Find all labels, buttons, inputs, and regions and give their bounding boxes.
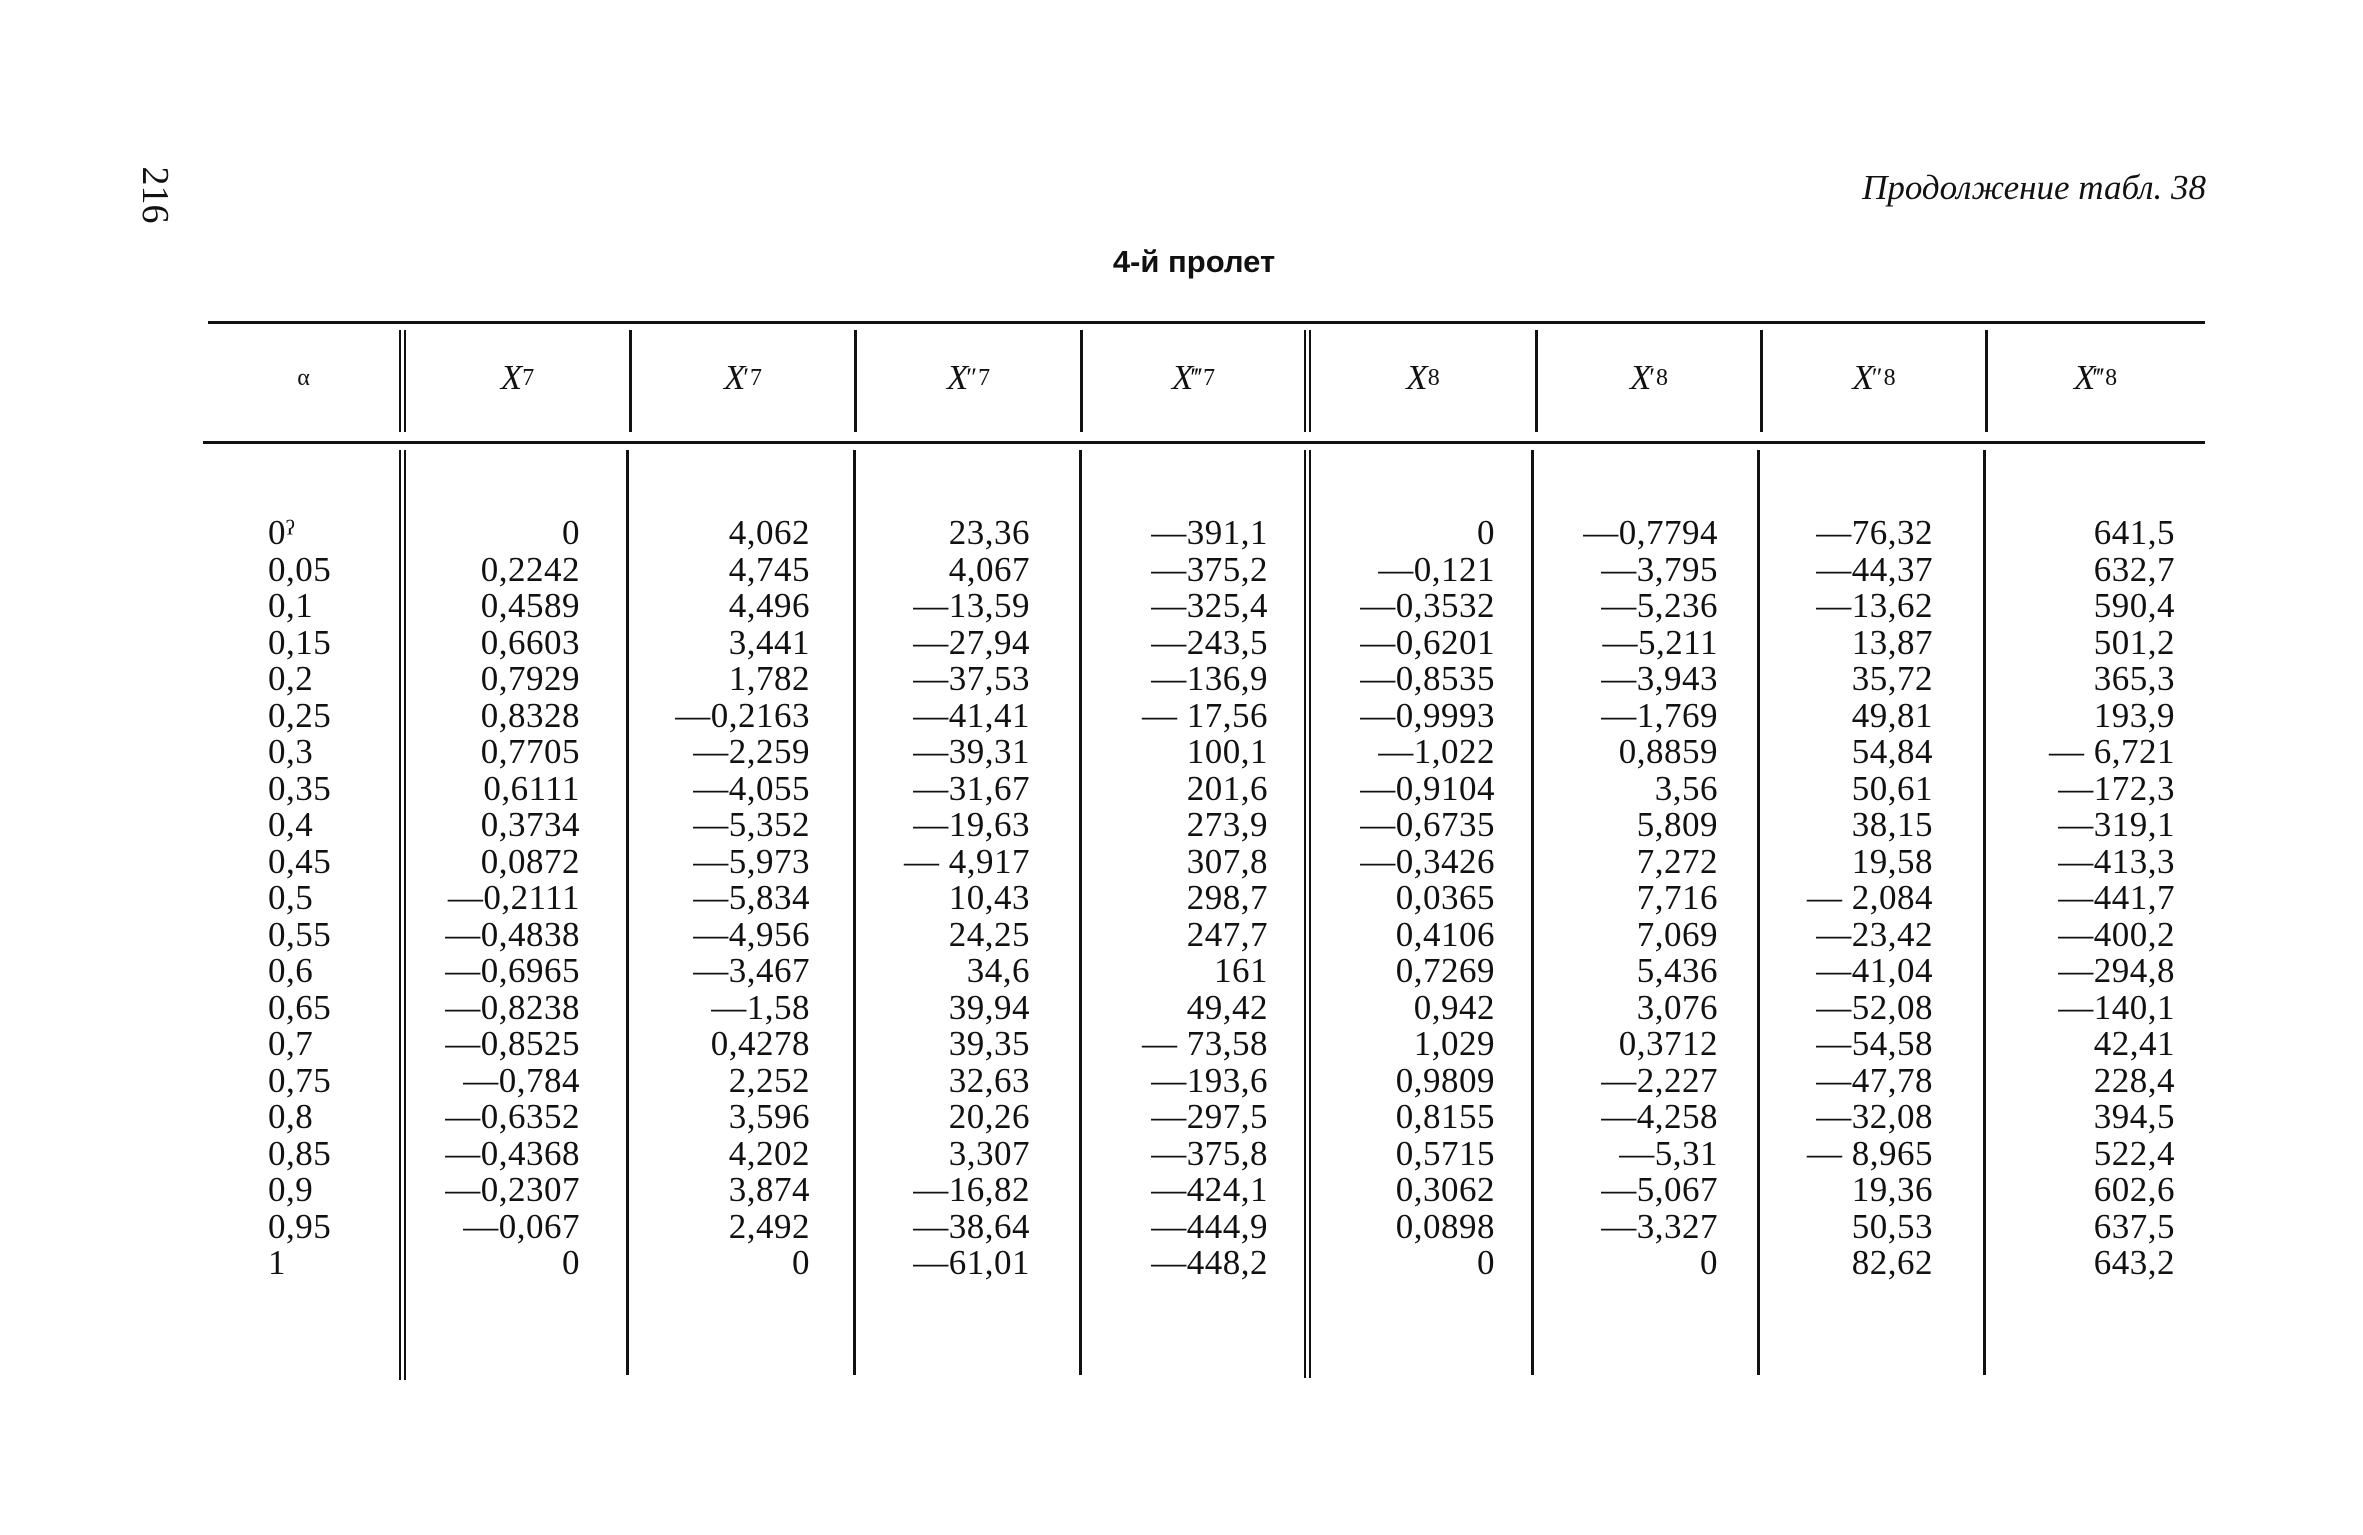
table-cell: —0,6201 — [1360, 622, 1495, 662]
column-alpha — [268, 515, 331, 1282]
column-divider — [1079, 450, 1082, 1375]
table-cell: 4,062 — [728, 513, 810, 552]
table-cell: —38,64 — [913, 1206, 1030, 1246]
table-cell: 24,25 — [948, 914, 1030, 954]
table-cell: —1,769 — [1601, 695, 1718, 735]
table-cell: 50,53 — [1851, 1206, 1933, 1246]
table-cell: 0,1 — [268, 586, 314, 625]
table-cell: 1,029 — [1413, 1024, 1495, 1063]
table-cell: 32,63 — [948, 1060, 1030, 1100]
table-cell: 298,7 — [1186, 878, 1268, 917]
table-cell: 0,7705 — [480, 732, 580, 771]
column-x7-prime — [655, 515, 810, 1282]
table-cell: 4,745 — [728, 549, 810, 589]
table-cell: 0,4278 — [710, 1024, 810, 1063]
column-divider — [626, 450, 629, 1375]
table-cell: —13,62 — [1816, 586, 1933, 625]
table-cell: 0,7929 — [480, 659, 580, 698]
table-cell: 637,5 — [2093, 1206, 2175, 1246]
column-x7-double-prime — [880, 515, 1030, 1282]
table-cell: 193,9 — [2093, 695, 2175, 735]
double-divider — [1304, 450, 1311, 1378]
table-cell: 0,3 — [268, 732, 314, 771]
table-cell: 0 — [1700, 1243, 1718, 1282]
table-cell: 632,7 — [2093, 549, 2175, 589]
table-cell: 602,6 — [2093, 1170, 2175, 1209]
double-divider — [399, 330, 406, 432]
table-cell: — 2,084 — [1807, 878, 1933, 917]
table-cell: 0,6 — [268, 951, 314, 990]
table-cell: —0,9993 — [1360, 695, 1495, 735]
table-cell: 0,0872 — [480, 841, 580, 881]
table-cell: 39,94 — [948, 987, 1030, 1027]
table-cell: 0,7269 — [1395, 951, 1495, 990]
table-cell: —0,3426 — [1360, 841, 1495, 881]
header-x8-double-prime: X ″ 8 — [1852, 358, 1896, 397]
table-cell: 307,8 — [1186, 841, 1268, 881]
table-cell: 2,492 — [728, 1206, 810, 1246]
table-cell: 0,25 — [268, 695, 332, 735]
table-cell: —0,067 — [463, 1206, 580, 1246]
table-cell: —3,795 — [1601, 549, 1718, 589]
column-divider — [1757, 450, 1760, 1375]
table-cell: 643,2 — [2093, 1243, 2175, 1282]
table-cell: 42,41 — [2093, 1024, 2175, 1063]
table-cell: —424,1 — [1151, 1170, 1268, 1209]
table-cell: —2,259 — [693, 732, 810, 771]
table-cell: —5,973 — [693, 841, 810, 881]
table-cell: 3,307 — [948, 1133, 1030, 1173]
column-divider — [1983, 450, 1986, 1375]
table-cell: —13,59 — [913, 586, 1030, 625]
table-cell: 0 — [792, 1243, 810, 1282]
table-cell: 100,1 — [1186, 732, 1268, 771]
table-cell: 3,56 — [1654, 768, 1718, 808]
table-cell: —0,6965 — [445, 951, 580, 990]
table-cell: —294,8 — [2058, 951, 2175, 990]
table-cell: —61,01 — [913, 1243, 1030, 1282]
table-cell: — 17,56 — [1142, 695, 1268, 735]
table-cell: 2,252 — [728, 1060, 810, 1100]
table-cell: —444,9 — [1151, 1206, 1268, 1246]
table-cell: 0,9 — [268, 1170, 314, 1209]
table-cell: —0,9104 — [1360, 768, 1495, 808]
table-cell: —193,6 — [1151, 1060, 1268, 1100]
table-cell: 7,272 — [1636, 841, 1718, 881]
table-cell: 0,3062 — [1395, 1170, 1495, 1209]
table-cell: 0,65 — [268, 987, 332, 1027]
table-cell: —0,8238 — [445, 987, 580, 1027]
table-cell: 0,2 — [268, 659, 314, 698]
table-cell: 0,15 — [268, 622, 332, 662]
table-cell: —32,08 — [1816, 1097, 1933, 1136]
table-cell: —140,1 — [2058, 987, 2175, 1027]
table-cell: —2,227 — [1601, 1060, 1718, 1100]
table-cell: — 73,58 — [1142, 1024, 1268, 1063]
table-cell: —41,41 — [913, 695, 1030, 735]
double-divider — [1304, 330, 1311, 432]
page-number: 216 — [134, 166, 176, 224]
table-cell: 0,0365 — [1395, 878, 1495, 917]
header-x7-prime: X ′ 7 — [723, 358, 763, 397]
table-cell: —243,5 — [1151, 622, 1268, 662]
table-cell: —19,63 — [913, 805, 1030, 844]
table-cell: 39,35 — [948, 1024, 1030, 1063]
table-cell: 7,716 — [1636, 878, 1718, 917]
table-cell: 590,4 — [2093, 586, 2175, 625]
table-cell: 35,72 — [1851, 659, 1933, 698]
table-cell: 0 — [1477, 513, 1495, 552]
table-cell: —0,2163 — [675, 695, 810, 735]
table-cell: 0,8328 — [480, 695, 580, 735]
table-cell: —136,9 — [1151, 659, 1268, 698]
table-cell: —52,08 — [1816, 987, 1933, 1027]
table-cell: 522,4 — [2093, 1133, 2175, 1173]
table-cell: 82,62 — [1851, 1243, 1933, 1282]
table-cell: — 6,721 — [2049, 732, 2175, 771]
table-cell: —1,022 — [1378, 732, 1495, 771]
table-cell: —37,53 — [913, 659, 1030, 698]
header-x7-double-prime: X ″ 7 — [946, 358, 991, 397]
table-cell: 0,8155 — [1395, 1097, 1495, 1136]
table-cell: —325,4 — [1151, 586, 1268, 625]
table-cell: —0,4368 — [445, 1133, 580, 1173]
table-cell: —47,78 — [1816, 1060, 1933, 1100]
table-cell: 4,202 — [728, 1133, 810, 1173]
table-cell: 19,36 — [1851, 1170, 1933, 1209]
table-cell: —54,58 — [1816, 1024, 1933, 1063]
table-cell: —3,943 — [1601, 659, 1718, 698]
table-cell: 0,0898 — [1395, 1206, 1495, 1246]
table-cell: 19,58 — [1851, 841, 1933, 881]
table-cell: 228,4 — [2093, 1060, 2175, 1100]
table-top-rule — [208, 321, 2205, 324]
column-x8-prime — [1558, 515, 1718, 1282]
header-x8-triple-prime: X ‴ 8 — [2073, 358, 2118, 397]
table-cell: 0,4589 — [480, 586, 580, 625]
table-cell: —319,1 — [2058, 805, 2175, 844]
table-cell: 0,942 — [1413, 987, 1495, 1027]
table-cell: —16,82 — [913, 1170, 1030, 1209]
column-x7 — [430, 515, 580, 1282]
table-cell: 0,7 — [268, 1024, 314, 1063]
table-cell: —391,1 — [1151, 513, 1268, 552]
table-cell: 7,069 — [1636, 914, 1718, 954]
table-cell: —0,121 — [1378, 549, 1495, 589]
table-cell: —0,3532 — [1360, 586, 1495, 625]
table-cell: —5,236 — [1601, 586, 1718, 625]
column-x7-triple-prime — [1108, 515, 1268, 1282]
table-cell: 161 — [1214, 951, 1268, 990]
table-cell: 34,6 — [966, 951, 1030, 990]
table-cell: 365,3 — [2093, 659, 2175, 698]
header-x8: X 8 — [1406, 358, 1440, 397]
table-cell: —44,37 — [1816, 549, 1933, 589]
table-cell: —297,5 — [1151, 1097, 1268, 1136]
span-subtitle: 4-й пролет — [1112, 244, 1276, 279]
table-cell: 0,3712 — [1618, 1024, 1718, 1063]
table-cell: —76,32 — [1816, 513, 1933, 552]
column-divider — [1531, 450, 1534, 1375]
table-cell: 10,43 — [948, 878, 1030, 917]
table-cell: —448,2 — [1151, 1243, 1268, 1282]
table-cell: 13,87 — [1851, 622, 1933, 662]
table-cell: 0,55 — [268, 914, 332, 954]
table-cell: 501,2 — [2093, 622, 2175, 662]
table-cell: 0 — [562, 1243, 580, 1282]
table-cell: 0,35 — [268, 768, 332, 808]
table-cell: 0,6603 — [480, 622, 580, 662]
table-cell: 5,809 — [1636, 805, 1718, 844]
table-cell: 273,9 — [1186, 805, 1268, 844]
table-cell: 0,75 — [268, 1060, 332, 1100]
table-cell: 0,9809 — [1395, 1060, 1495, 1100]
header-x7-triple-prime: X ‴ 7 — [1171, 358, 1216, 397]
table-cell: 0 — [1477, 1243, 1495, 1282]
table-cell: 0,8859 — [1618, 732, 1718, 771]
table-cell: 0,4106 — [1395, 914, 1495, 954]
table-cell: —1,58 — [711, 987, 810, 1027]
header-x8-prime: X ′ 8 — [1629, 358, 1669, 397]
table-cell: —172,3 — [2058, 768, 2175, 808]
table-cell: —0,784 — [463, 1060, 580, 1100]
table-cell: —4,258 — [1601, 1097, 1718, 1136]
table-cell: 201,6 — [1186, 768, 1268, 808]
table-cell: —375,2 — [1151, 549, 1268, 589]
table-cell: 1,782 — [728, 659, 810, 698]
table-cell: 38,15 — [1851, 805, 1933, 844]
table-cell: 0,4 — [268, 805, 314, 844]
table-cell: 0,85 — [268, 1133, 332, 1173]
table-cell: —23,42 — [1816, 914, 1933, 954]
table-cell: —27,94 — [913, 622, 1030, 662]
table-cell: 23,36 — [948, 513, 1030, 552]
table-cell: —0,2111 — [447, 878, 580, 917]
table-cell: 247,7 — [1186, 914, 1268, 954]
table-cell: 49,81 — [1851, 695, 1933, 735]
table-cell: 3,076 — [1636, 987, 1718, 1027]
table-cell: —39,31 — [913, 732, 1030, 771]
table-cell: 0,6111 — [483, 768, 580, 808]
table-cell: 0,5 — [268, 878, 314, 917]
table-cell: —5,211 — [1602, 622, 1718, 662]
table-cell: 0,3734 — [480, 805, 580, 844]
table-cell: —41,04 — [1816, 951, 1933, 990]
table-cell: —0,6735 — [1360, 805, 1495, 844]
table-cell: —0,7794 — [1583, 513, 1718, 552]
table-cell: —0,4838 — [445, 914, 580, 954]
table-cell: 0ˀ — [268, 513, 296, 552]
table-cell: —441,7 — [2058, 878, 2175, 917]
table-cell: —5,31 — [1619, 1133, 1718, 1173]
table-cell: 4,496 — [728, 586, 810, 625]
table-cell: —31,67 — [913, 768, 1030, 808]
table-cell: 3,441 — [728, 622, 810, 662]
table-cell: —5,352 — [693, 805, 810, 844]
table-cell: 20,26 — [948, 1097, 1030, 1136]
table-cell: —0,6352 — [445, 1097, 580, 1136]
table-cell: —3,467 — [693, 951, 810, 990]
table-cell: 54,84 — [1851, 732, 1933, 771]
table-cell: 0 — [562, 513, 580, 552]
table-cell: 3,874 — [728, 1170, 810, 1209]
table-cell: 0,2242 — [480, 549, 580, 589]
table-cell: —0,8525 — [445, 1024, 580, 1063]
table-cell: 0,45 — [268, 841, 332, 881]
header-alpha: α — [297, 364, 310, 391]
table-cell: 394,5 — [2093, 1097, 2175, 1136]
table-cell: —413,3 — [2058, 841, 2175, 881]
table-cell: 49,42 — [1186, 987, 1268, 1027]
table-cell: 4,067 — [948, 549, 1030, 589]
table-cell: —400,2 — [2058, 914, 2175, 954]
table-cell: 1 — [268, 1243, 286, 1282]
table-cell: —5,834 — [693, 878, 810, 917]
table-cell: —0,8535 — [1360, 659, 1495, 698]
table-cell: —375,8 — [1151, 1133, 1268, 1173]
table-cell: —5,067 — [1601, 1170, 1718, 1209]
table-cell: —0,2307 — [445, 1170, 580, 1209]
table-cell: 3,596 — [728, 1097, 810, 1136]
header-x7: X 7 — [500, 358, 535, 397]
header-bottom-rule — [203, 441, 2205, 444]
column-x8-triple-prime — [2005, 515, 2175, 1282]
table-cell: 0,05 — [268, 549, 332, 589]
table-cell: 0,5715 — [1395, 1133, 1495, 1173]
double-divider — [399, 450, 406, 1380]
table-cell: 0,8 — [268, 1097, 314, 1136]
table-continuation-caption: Продолжение табл. 38 — [1862, 168, 2206, 207]
table-cell: —4,956 — [693, 914, 810, 954]
table-cell: — 8,965 — [1807, 1133, 1933, 1173]
table-cell: —4,055 — [693, 768, 810, 808]
table-cell: —3,327 — [1601, 1206, 1718, 1246]
table-cell: 641,5 — [2093, 513, 2175, 552]
column-x8-double-prime — [1783, 515, 1933, 1282]
table-cell: 5,436 — [1636, 951, 1718, 990]
table-cell: — 4,917 — [904, 841, 1030, 881]
column-x8 — [1330, 515, 1495, 1282]
column-divider — [853, 450, 856, 1375]
table-cell: 0,95 — [268, 1206, 332, 1246]
table-cell: 50,61 — [1851, 768, 1933, 808]
